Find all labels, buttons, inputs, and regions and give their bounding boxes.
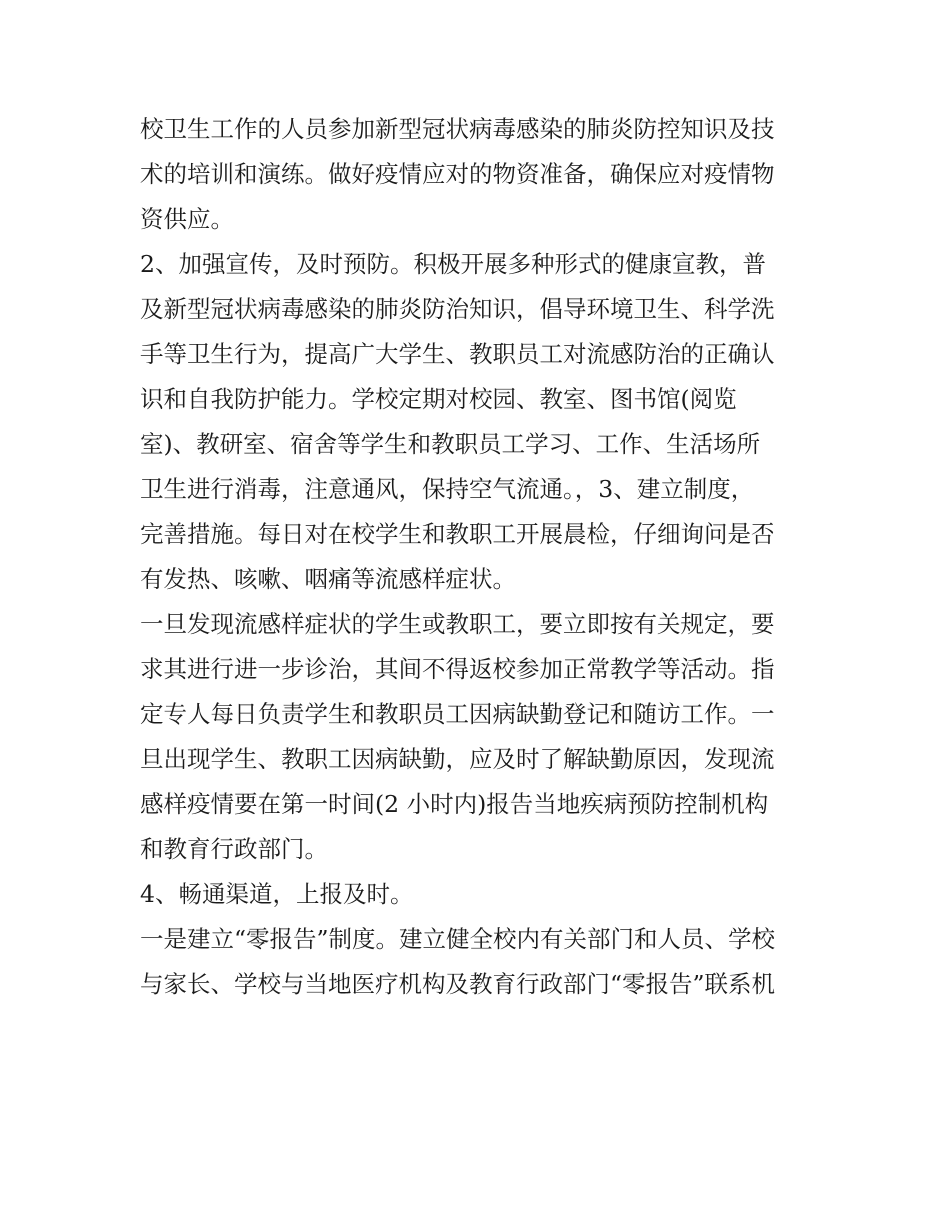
text-line: 完善措施。每日对在校学生和教职工开展晨检，仔细询问是否 [140, 520, 775, 548]
text-line: 定专人每日负责学生和教职员工因病缺勤登记和随访工作。一 [140, 700, 775, 728]
text-line: 有发热、咳嗽、咽痛等流感样症状。 [140, 565, 516, 593]
text-line: 卫生进行消毒，注意通风，保持空气流通。，3、建立制度， [140, 475, 755, 503]
text-line: 4、畅通渠道，上报及时。 [140, 880, 414, 908]
document-body [140, 107, 820, 1007]
text-line: 校卫生工作的人员参加新型冠状病毒感染的肺炎防控知识及技 [140, 115, 775, 143]
text-line: 感样疫情要在第一时间(2 小时内)报告当地疾病预防控制机构 [140, 790, 769, 818]
text-line: 和教育行政部门。 [140, 835, 328, 863]
text-line: 2、加强宣传，及时预防。积极开展多种形式的健康宣教，普 [140, 250, 766, 278]
text-line: 室)、教研室、宿舍等学生和教职员工学习、工作、生活场所 [140, 430, 761, 458]
text-line: 一旦发现流感样症状的学生或教职工，要立即按有关规定，要 [140, 610, 775, 638]
text-line: 手等卫生行为，提高广大学生、教职员工对流感防治的正确认 [140, 340, 775, 368]
text-line: 旦出现学生、教职工因病缺勤，应及时了解缺勤原因，发现流 [140, 745, 775, 773]
text-line: 及新型冠状病毒感染的肺炎防治知识，倡导环境卫生、科学洗 [140, 295, 775, 323]
text-line: 术的培训和演练。做好疫情应对的物资准备，确保应对疫情物 [140, 160, 775, 188]
text-line: 与家长、学校与当地医疗机构及教育行政部门“零报告”联系机 [140, 970, 776, 998]
text-line: 资供应。 [140, 205, 234, 233]
text-line: 一是建立“零报告”制度。建立健全校内有关部门和人员、学校 [140, 925, 776, 953]
text-line: 识和自我防护能力。学校定期对校园、教室、图书馆(阅览 [140, 385, 737, 413]
text-line: 求其进行进一步诊治，其间不得返校参加正常教学等活动。指 [140, 655, 775, 683]
